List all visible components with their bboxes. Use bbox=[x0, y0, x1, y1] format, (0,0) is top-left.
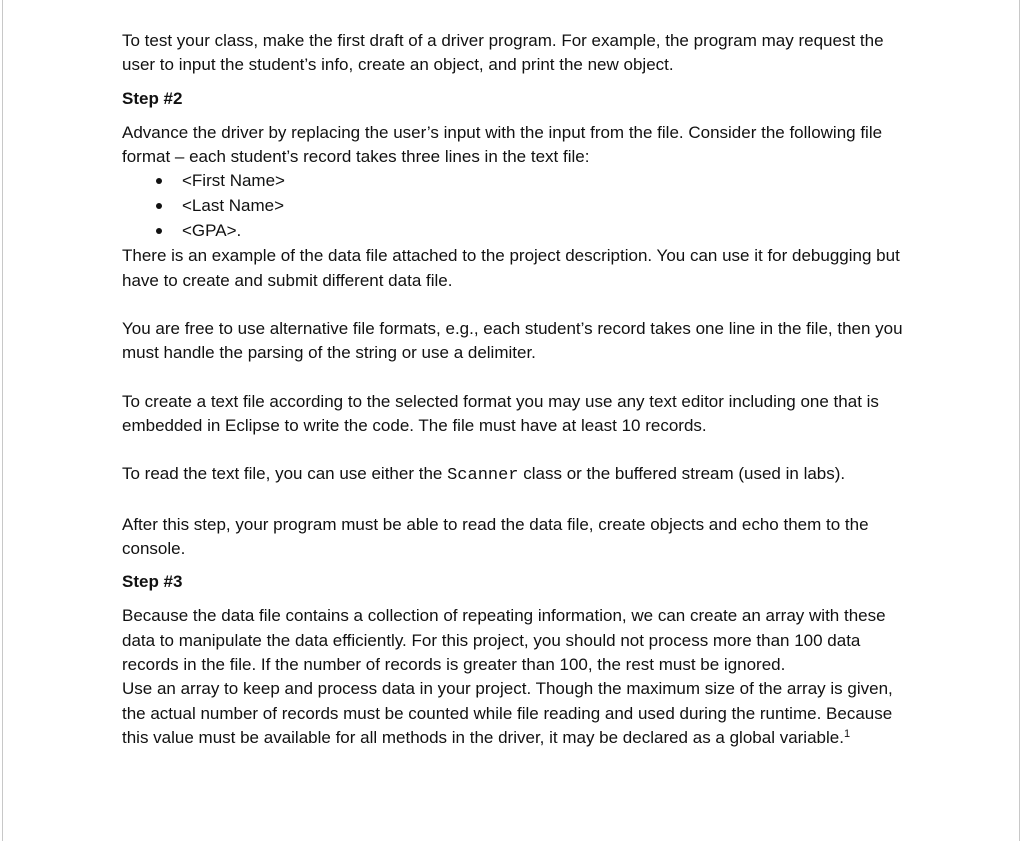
alternative-formats-paragraph: You are free to use alternative file formats, e.g., each student’s record takes one line in the file, then you must handle the parsing of the string or use a delimiter. bbox=[122, 319, 903, 363]
read-file-text-before: To read the text file, you can use either the bbox=[122, 464, 448, 484]
bullet-icon bbox=[156, 178, 162, 184]
bullet-icon bbox=[156, 203, 162, 209]
intro-paragraph: To test your class, make the first draft of a driver program. For example, the program may request the user to input the student’s info, create an object, and print the new object. bbox=[122, 31, 884, 75]
list-item bbox=[122, 219, 912, 244]
array-paragraph: Because the data file contains a collection of repeating information, we can create an array with these data to manipulate the data efficiently. For this project, you should not process more than 100 data records in the file. If the number of records is greater than 100, the rest must be ignored. bbox=[122, 606, 886, 675]
file-format-list bbox=[122, 169, 912, 244]
list-item-text: <GPA>. bbox=[182, 221, 242, 241]
document-page bbox=[2, 0, 1020, 841]
list-item bbox=[122, 169, 912, 194]
footnote-reference[interactable]: 1 bbox=[843, 727, 851, 740]
scanner-class-code: Scanner bbox=[447, 466, 519, 486]
create-file-paragraph: To create a text file according to the selected format you may use any text editor including one that is embedded in Eclipse to write the code. The file must have at least 10 records. bbox=[122, 391, 879, 435]
step-2-heading: Step #2 bbox=[122, 88, 183, 108]
document-body bbox=[122, 29, 912, 750]
read-file-paragraph bbox=[122, 462, 912, 488]
step-2-paragraph: Advance the driver by replacing the user’s input with the input from the file. Consider the following file format – each student’s record takes three lines in the text file: bbox=[122, 122, 883, 167]
list-item-text: <Last Name> bbox=[182, 196, 285, 216]
global-variable-text: Use an array to keep and process data in your project. Though the maximum size of the array is given, the actual number of records must be counted while file reading and used during the runtime. Because this value must be available for all methods in the driver, it may be declared as a global variable. bbox=[122, 679, 893, 747]
step-3-heading: Step #3 bbox=[122, 572, 183, 592]
list-item-text: <First Name> bbox=[182, 171, 285, 191]
global-variable-paragraph bbox=[122, 677, 912, 750]
step-2-result-paragraph: After this step, your program must be able to read the data file, create objects and echo them to the console. bbox=[122, 514, 869, 558]
bullet-icon bbox=[156, 228, 162, 234]
list-item bbox=[122, 194, 912, 219]
example-file-paragraph: There is an example of the data file attached to the project description. You can use it for debugging but have to create and submit different data file. bbox=[122, 246, 900, 290]
read-file-text-after: class or the buffered stream (used in labs). bbox=[518, 464, 846, 484]
